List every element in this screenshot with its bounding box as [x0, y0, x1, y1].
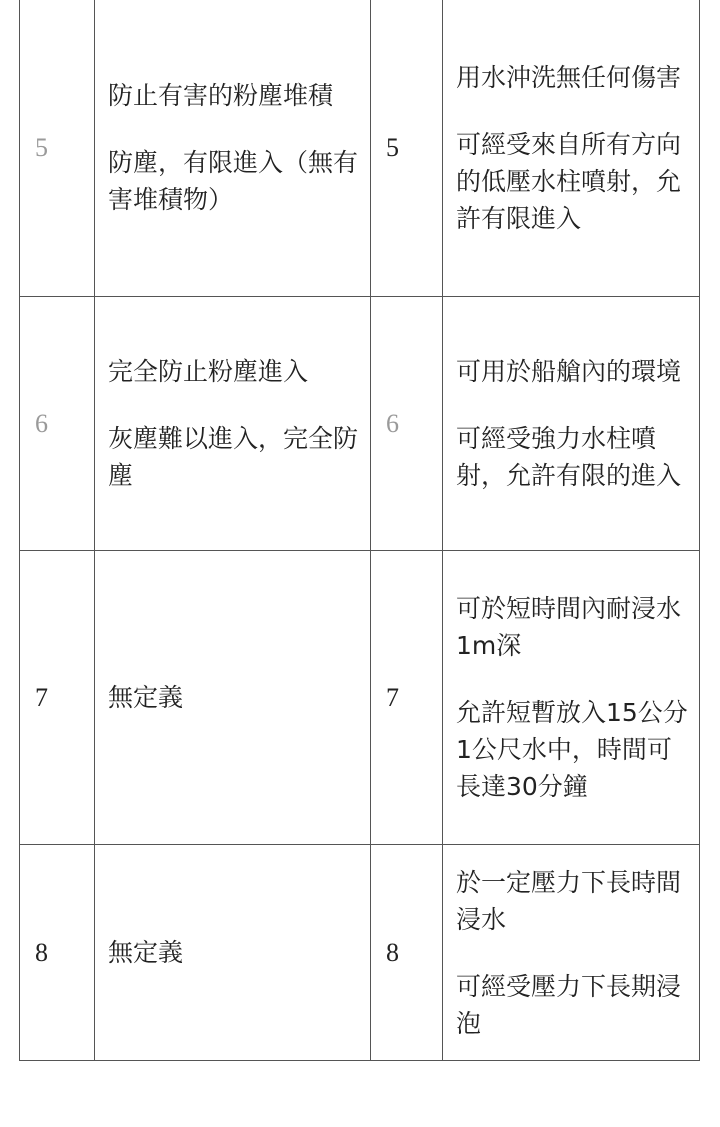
water-description-cell	[443, 845, 700, 1061]
water-description-line: 可經受來自所有方向的低壓水柱噴射，允許有限進入	[456, 129, 682, 233]
dust-code-cell: 6	[20, 297, 95, 551]
water-description-line: 用水沖洗無任何傷害	[456, 62, 682, 92]
dust-code-cell: 7	[20, 551, 95, 845]
dust-description-cell	[95, 297, 371, 551]
water-description-cell	[443, 0, 700, 297]
ip-rating-table	[19, 0, 700, 1061]
water-description-line: 可經受壓力下長期浸泡	[456, 971, 682, 1038]
table-row	[20, 0, 700, 297]
water-code-cell: 7	[371, 551, 443, 845]
dust-code-cell: 8	[20, 845, 95, 1061]
dust-description-line: 灰塵難以進入，完全防塵	[108, 424, 359, 490]
dust-description-line: 防塵，有限進入（無有害堆積物）	[108, 148, 359, 214]
dust-code-cell: 5	[20, 0, 95, 297]
dust-description-line: 無定義	[108, 938, 184, 967]
water-code-cell: 6	[371, 297, 443, 551]
water-description-line: 允許短暫放入15公分1公尺水中，時間可長達30分鐘	[456, 698, 688, 801]
table-row	[20, 845, 700, 1061]
dust-description-cell	[95, 845, 371, 1061]
dust-description-line: 防止有害的粉塵堆積	[108, 81, 334, 110]
dust-description-cell	[95, 551, 371, 845]
dust-description-line: 完全防止粉塵進入	[108, 357, 309, 386]
water-description-line: 於一定壓力下長時間浸水	[456, 867, 682, 934]
water-code-cell: 8	[371, 845, 443, 1061]
water-description-line: 可用於船艙內的環境	[456, 357, 682, 386]
water-code-cell: 5	[371, 0, 443, 297]
water-description-line: 可經受強力水柱噴射，允許有限的進入	[456, 424, 682, 490]
water-description-cell	[443, 297, 700, 551]
water-description-cell	[443, 551, 700, 845]
dust-description-cell	[95, 0, 371, 297]
table-row	[20, 551, 700, 845]
dust-description-line: 無定義	[108, 683, 184, 712]
table-row	[20, 297, 700, 551]
water-description-line: 可於短時間內耐浸水1m深	[456, 594, 682, 660]
